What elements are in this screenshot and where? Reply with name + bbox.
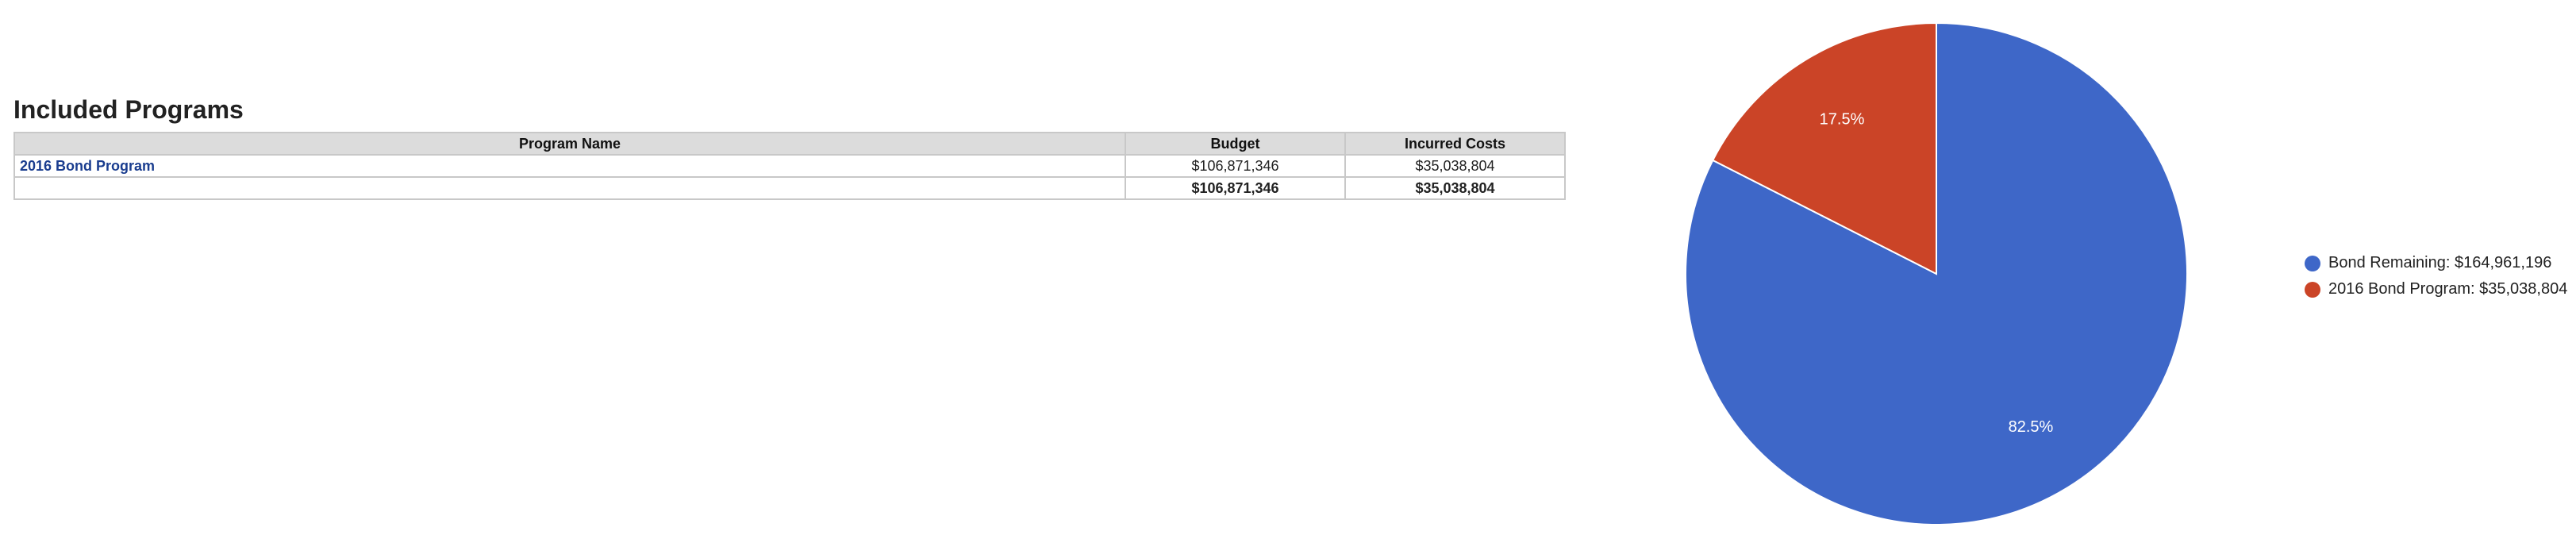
totals-incurred-costs-cell: $35,038,804 [1345,177,1565,199]
table-row [14,155,1565,177]
legend-item-bond-remaining[interactable] [2305,250,2567,276]
chart-legend [2305,250,2567,302]
totals-name-cell [14,177,1125,199]
program-name-cell [14,155,1125,177]
pie-label-bond-remaining: 82.5% [2008,418,2054,437]
section-title: Included Programs [13,95,244,124]
legend-label: Bond Remaining: $164,961,196 [2328,254,2552,271]
table-header-row [14,133,1565,155]
legend-dot-icon [2305,256,2320,271]
pie-label-2016-bond-program: 17.5% [1819,110,1865,129]
incurred-costs-cell: $35,038,804 [1345,155,1565,177]
legend-item-2016-bond-program[interactable] [2305,276,2567,302]
totals-row [14,177,1565,199]
pie-chart [1674,16,2214,524]
header-incurred-costs: Incurred Costs [1345,133,1565,155]
header-budget: Budget [1125,133,1345,155]
program-link[interactable]: 2016 Bond Program [20,158,156,174]
totals-budget-cell: $106,871,346 [1125,177,1345,199]
header-program-name: Program Name [14,133,1125,155]
legend-dot-icon [2305,282,2320,298]
programs-table [13,132,1566,200]
legend-label: 2016 Bond Program: $35,038,804 [2328,280,2568,298]
budget-cell: $106,871,346 [1125,155,1345,177]
